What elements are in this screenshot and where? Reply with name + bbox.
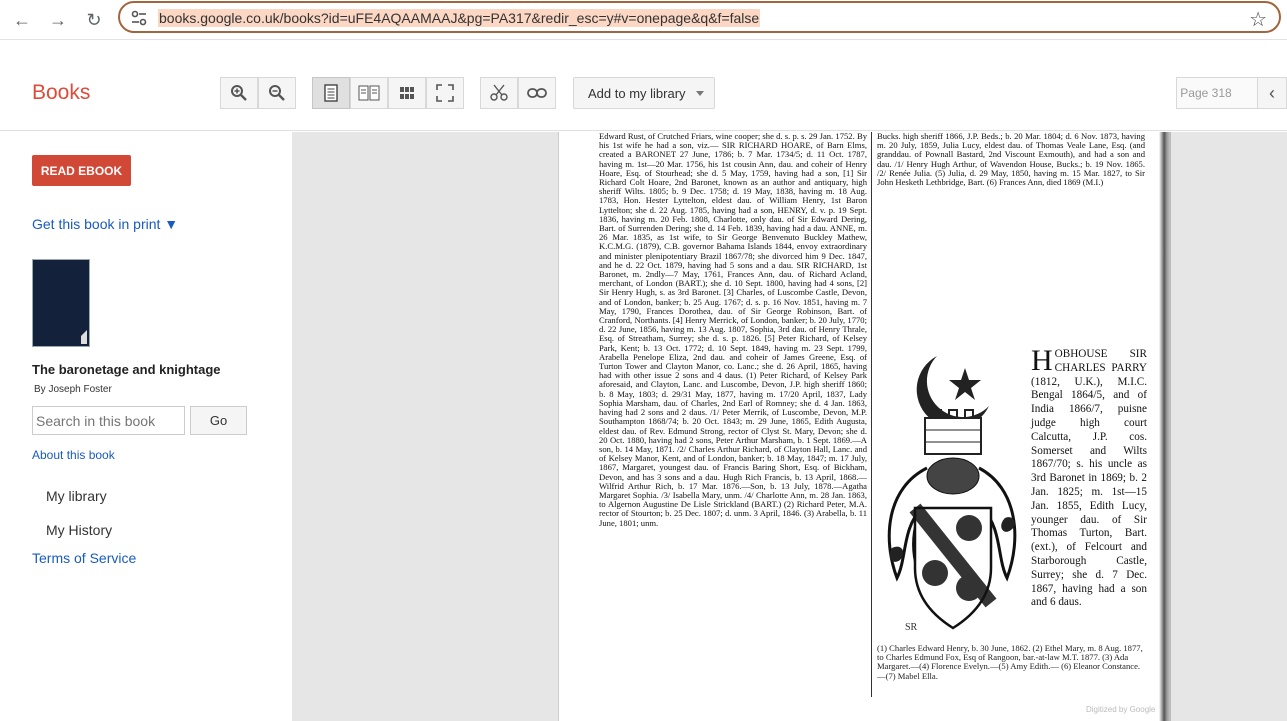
coat-of-arms-image	[877, 348, 1027, 638]
link-button[interactable]	[518, 77, 556, 109]
chevron-left-icon: ‹	[1269, 82, 1275, 103]
book-author: By Joseph Foster	[34, 384, 112, 395]
left-column-paragraph: Edward Rust, of Crutched Friars, wine cooper; she d. s. p. s. 29 Jan. 1752. By his 1st wife he had a son, viz.— SIR RICHARD HOARE, of Barn Elms, created a BARONET 27 June, 1786; b. 7 Mar. 1734/5; d. 11 Oct. 1787, having m. 1st—20 Mar. 1756, his 1st cousin Ann, dau. and coheir of Henry Hoare, Esq. of Stourhead; she d. 5 May, 1759, having had a son, [1] Sir Richard Colt Hoare, 2nd Baronet, known as an author and antiquary, high sheriff Wilts. 1805; b. 9 Dec. 1758; d. 19 May, 1838, having m. 18 Aug. 1783, Hon. Hester Lyttelton, eldest dau. of William Henry, 1st Baron Lyttelton; she d. 22 Aug. 1785, having had a son, HENRY, d. v. p. 19 Sept. 1836, having m. 20 Feb. 1808, Charlotte, only dau. of Sir Edward Dering, Bart. of Surrenden Dering; she d. 14 Feb. 1839, having had a dau. ANNE, m. 26 Mar. 1835, as 1st wife, to Sir George Benvenuto Buckley Mathew, K.C.M.G. (1879), C.B. governor Bahama Islands 1844, envoy extraordinary and minister plenipotentiary Brazil 1867/78; she divorced him 9 Dec. 1847, and he d. 22 Oct. 1879, having had 5 sons and a dau. SIR RICHARD, 1st Baronet, m. 2ndly—7 May, 1761, Frances Ann, dau. of Richard Acland, merchant, of London (BART.); she d. 10 Sept. 1800, having had 4 sons, [2] Sir Henry Hugh, s. as 3rd Baronet. [3] Charles, of Luscombe Castle, Devon, and of London, banker; b. 25 Aug. 1767; d. s. p. 16 Nov. 1851, having m. 7 May, 1790, Frances Dorothea, dau. of Sir George Robinson, Bart. of Cranford, Northants. [4] Henry Merrick, of London, banker; b. 20 July, 1770; d. 22 June, 1856, having m. 13 Aug. 1807, Sophia, 3rd dau. of Henry Thrale, Esq. of Streatham, Surrey; she d. s. p. 1826. [5] Peter Richard, of Kelsey Park, Kent; b. 13 Oct. 1772; d. 10 Sept. 1849, having m. 23 Sept. 1799, Arabella Penelope Eliza, 2nd dau. and coheir of James Greene, Esq. of Turton Tower and Clayton Manor, co. Lanc.; she d. 26 April, 1865, having had with other issue 2 sons and 4 daus. (1) Peter Richard, of Kelsey Park aforesaid, and Clayton, Lanc. and Luscombe, Devon, J.P. high sheriff 1860; b. 8 May, 1803; d. 29/31 May, 1877, having m. 17/20 April, 1837, Lady Sophia Marsham, dau. of Charles, 2nd Earl of Romney; she d. 4 Jan. 1863, having had 2 sons and 2 daus. /1/ Peter Merrik, of Luscombe, Devon, M.P. Southampton 1868/74; b. 20 Oct. 1843; m. 29 June, 1865, Edith Augusta, eldest dau. of Rev. Edmund Strong, rector of Clyst St. Mary, Devon; she d. 20 Oct. 1880, having had 2 sons, Peter Arthur Marsham, b. 1 Sept. 1869.—A son, b. 14 May, 1871. /2/ Charles Arthur Richard, of Clayton Hall, Lanc. and of Kelsey Manor, Kent, and of London, banker; b. 18 May, 1847; m. 17 July, 1867, Margaret, youngest dau. of Francis Baring Short, Esq. of Bickham, Devon, and has 3 sons and a dau. Hugh Rich Francis, b. 13 April, 1868.—Wilfrid Arthur Rich, b. 17 Mar. 1876.—Son, b. 13 July, 1878.—Agatha Margaret Sophia. /3/ Isabella Mary, unm. /4/ Charlotte Ann, m. 28 Jan. 1863, to Algernon Augustine De Lisle Strickland (BART.) (2) Richard Peter, M.A. rector of Stourton; b. 25 Dec. 1807; d. unm. 3 April, 1846. (3) Arabella, b. 11 June, 1801; unm.	[599, 132, 867, 528]
grid-icon	[399, 86, 415, 100]
book-title: The baronetage and knightage	[32, 362, 221, 377]
zoom-out-button[interactable]	[258, 77, 296, 109]
read-ebook-button[interactable]: READ EBOOK	[32, 155, 131, 186]
thumbnail-view-button[interactable]	[388, 77, 426, 109]
right-footer-paragraph: (1) Charles Edward Henry, b. 30 June, 1862. (2) Ethel Mary, m. 8 Aug. 1877, to Charles Edmund Fox, Esq of Rangoon, bar.-at-law M.T. 1877. (3) Ada Margaret.—(4) Florence Evelyn.—(5) Amy Edith.— (6) Eleanor Constance.—(7) Mabel Ella.	[877, 643, 1143, 681]
column-divider	[871, 132, 872, 697]
go-button[interactable]: Go	[190, 406, 247, 435]
add-to-library-label: Add to my library	[588, 85, 686, 101]
site-settings-icon[interactable]	[130, 9, 148, 27]
book-page	[558, 132, 1171, 721]
single-page-view-button[interactable]	[312, 77, 350, 109]
get-book-in-print-link[interactable]: Get this book in print ▼	[32, 216, 179, 232]
scissors-icon	[489, 84, 509, 102]
search-in-book-input[interactable]	[32, 406, 185, 435]
reload-icon[interactable]: ↻	[86, 9, 102, 30]
previous-page-button[interactable]	[1257, 77, 1287, 109]
add-to-library-button[interactable]	[573, 77, 715, 109]
bookmark-star-icon[interactable]: ☆	[1249, 9, 1267, 31]
about-this-book-link[interactable]: About this book	[32, 448, 115, 462]
books-logo[interactable]: Books	[32, 81, 91, 104]
single-page-icon	[324, 84, 338, 102]
clip-button[interactable]	[480, 77, 518, 109]
book-viewer[interactable]	[292, 132, 1287, 721]
terms-of-service-link[interactable]: Terms of Service	[32, 550, 137, 566]
address-bar[interactable]	[118, 1, 1281, 33]
page-number-field[interactable]: Page 318	[1176, 77, 1258, 109]
my-library-link[interactable]: My library	[46, 488, 107, 504]
back-icon[interactable]: ←	[13, 9, 31, 30]
svg-text:SR: SR	[905, 622, 918, 633]
page-edge-shadow	[1159, 132, 1171, 721]
forward-icon[interactable]: →	[49, 9, 67, 30]
fullscreen-button[interactable]	[426, 77, 464, 109]
link-icon	[527, 87, 547, 99]
two-page-icon	[358, 85, 380, 101]
books-header	[0, 41, 1287, 131]
fullscreen-icon	[436, 84, 454, 102]
digitized-by-google-watermark: Digitized by Google	[1086, 705, 1156, 714]
url-text[interactable]: books.google.co.uk/books?id=uFE4AQAAMAAJ&pg=PA317&redir_esc=y#v=onepage&q&f=false	[159, 10, 760, 26]
book-cover[interactable]	[32, 259, 90, 347]
entry-text: OBHOUSE SIR CHARLES PARRY (1812, U.K.), M.I.C. Bengal 1864/5, and of India 1866/7, puisne judge high court Calcutta, J.P. cos. Somerset and Wilts 1867/70; s. his uncle as 3rd Baronet in 1869; b. 2 Jan. 1825; m. 1st—15 Jan. 1855, Edith Lucy, younger dau. of Sir Thomas Turton, Bart. (ext.), of Felcourt and Starborough Castle, Surrey; she d. 7 Dec. 1867, having had a son and 6 daus.	[1031, 348, 1147, 609]
zoom-out-icon	[268, 84, 286, 102]
my-history-link[interactable]: My History	[46, 522, 113, 538]
right-column-top-text	[877, 132, 1145, 187]
drop-cap: H	[1031, 344, 1053, 377]
sidebar	[0, 132, 292, 721]
chevron-down-icon	[696, 91, 704, 96]
viewer-scrollbar[interactable]	[1274, 132, 1287, 721]
hobhouse-entry	[1031, 344, 1147, 610]
browser-toolbar	[0, 0, 1287, 40]
zoom-in-icon	[230, 84, 248, 102]
right-column-paragraph: Bucks. high sheriff 1866, J.P. Beds.; b. 20 Mar. 1804; d. 6 Nov. 1873, having m. 20 July, 1859, Julia Lucy, eldest dau. of Thomas Veale Lane, Esq. (and granddau. of Pownall Bastard, 2nd Viscount Exmouth), and had a son and dau. /1/ Henry Hugh Arthur, of Wavendon House, Bucks.; b. 19 Nov. 1865. /2/ Renée Julia. (5) Julia, d. 29 May, 1850, having m. 15 Mar. 1827, to Sir John Hesketh Lethbridge, Bart. (6) Frances Ann, died 1869 (M.I.)	[877, 132, 1145, 188]
zoom-in-button[interactable]	[220, 77, 258, 109]
two-page-view-button[interactable]	[350, 77, 388, 109]
left-column-text	[599, 132, 867, 528]
right-column-footer-text	[877, 644, 1145, 681]
